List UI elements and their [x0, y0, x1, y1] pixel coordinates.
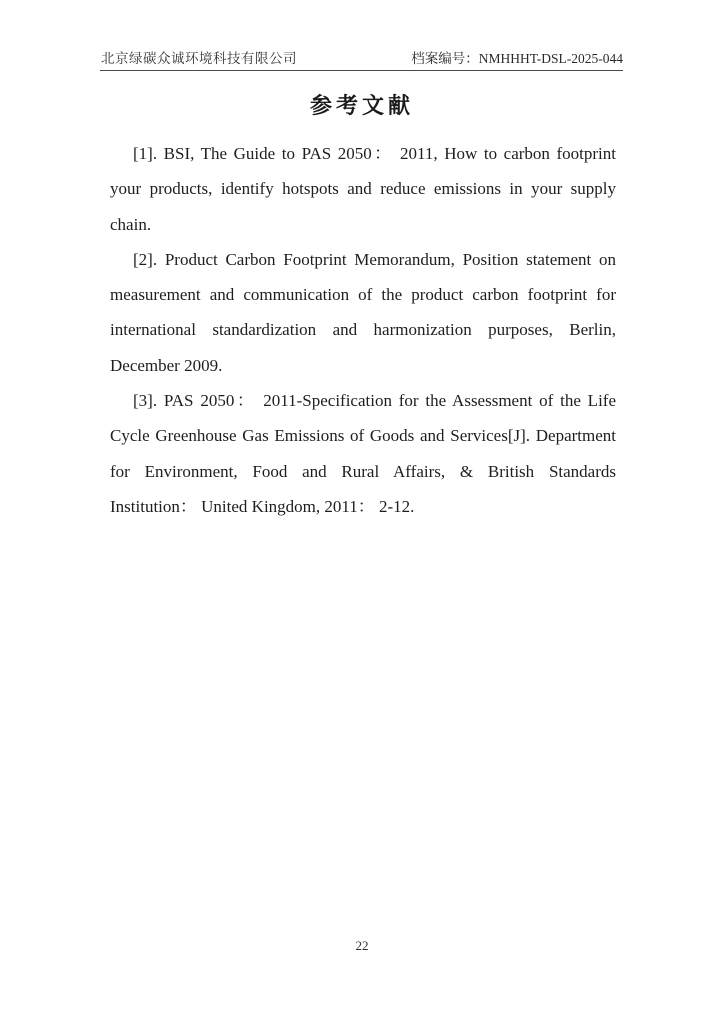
reference-line: measurement and communication of the product carbon footprint for [110, 285, 616, 305]
header-doc-number-label: 档案编号： [411, 51, 479, 66]
section-title: 参考文献 [309, 93, 414, 118]
reference-line: December 2009. [110, 355, 223, 375]
header-doc-number-value: NMHHHT-DSL-2025-044 [478, 51, 623, 66]
reference-line: [3]. PAS 2050： 2011-Specification for the Assessment of the Life [133, 391, 616, 411]
references-list [110, 136, 616, 524]
header-divider [100, 70, 623, 71]
reference-line: international standardization and harmonization purposes, Berlin, [110, 320, 616, 340]
reference-line: Institution： United Kingdom, 2011： 2-12. [110, 496, 415, 516]
reference-line: chain. [110, 214, 152, 234]
reference-line: your products, identify hotspots and reduce emissions in your supply [110, 179, 616, 199]
header-company-name: 北京绿碳众诚环境科技有限公司 [101, 51, 297, 66]
reference-line: [1]. BSI, The Guide to PAS 2050： 2011, How to carbon footprint [133, 144, 616, 163]
page-number: 22 [355, 938, 369, 953]
reference-line: [2]. Product Carbon Footprint Memorandum, Position statement on [133, 249, 616, 269]
header-doc-number [411, 51, 623, 67]
reference-line: for Environment, Food and Rural Affairs, & British Standards [110, 461, 616, 481]
reference-line: Cycle Greenhouse Gas Emissions of Goods and Services[J]. Department [110, 426, 616, 446]
